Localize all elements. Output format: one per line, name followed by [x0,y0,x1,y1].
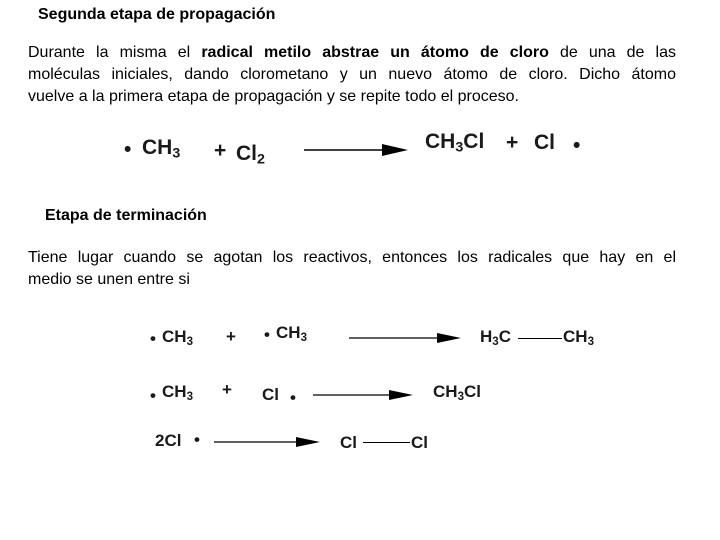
reactant-methyl-radical: $CH_3$ [276,323,307,344]
reaction-arrow [313,388,413,402]
single-bond-line [518,338,562,339]
paragraph-line-1: Tiene lugar cuando se agotan los reactivos, entonces los radicales que hay en el [28,249,676,266]
section-heading-termination: Etapa de terminación [45,207,207,224]
product-chlorine-left: Cl [340,433,357,452]
reactant-chlorine-radical: Cl [262,385,279,404]
product-chloromethane: $CH_3Cl$ [433,382,481,403]
single-bond-line [363,442,410,443]
paragraph-line-3: vuelve a la primera etapa de propagación y se repite todo el proceso. [28,88,519,105]
reactant-methyl-radical: $CH_3$ [142,136,181,162]
paragraph-line-1: Durante la misma el radical metilo abstrae un átomo de cloro de una de las [28,44,677,61]
termination-paragraph [28,247,676,291]
radical-dot: • [124,138,132,161]
reactant-methyl-radical: $CH_3$ [162,382,193,403]
product-chlorine-right: Cl [411,433,428,452]
radical-dot: • [290,388,296,407]
paragraph-line-2: moléculas iniciales, dando clorometano y un nuevo átomo de cloro. Dicho átomo [28,66,676,83]
radical-dot: • [194,430,200,449]
product-chloromethane: $CH_3Cl$ [425,130,485,156]
product-ethane-left: $H_3C$ [480,327,511,348]
reaction-arrow [214,435,320,449]
reactant-methyl-radical: $CH_3$ [162,327,193,348]
plus-sign: + [506,131,519,154]
plus-sign: + [222,380,232,399]
paragraph-line-2: medio se unen entre si [28,271,190,288]
plus-sign: + [226,327,236,346]
bold-highlight: radical metilo abstrae un átomo de cloro [201,44,549,61]
radical-dot: • [150,386,156,405]
reactant-chlorine-radicals: 2Cl [155,431,182,450]
section-heading-propagation: Segunda etapa de propagación [38,6,276,23]
product-chlorine-radical: Cl [534,131,555,154]
propagation-paragraph [28,42,676,108]
product-ethane-right: $CH_3$ [563,327,594,348]
radical-dot: • [573,134,581,157]
radical-dot: • [264,325,270,344]
reaction-arrow [304,142,408,158]
radical-dot: • [150,329,156,348]
reactant-chlorine: $Cl_2$ [236,142,265,168]
reaction-arrow [349,331,461,345]
plus-sign: + [214,139,227,162]
